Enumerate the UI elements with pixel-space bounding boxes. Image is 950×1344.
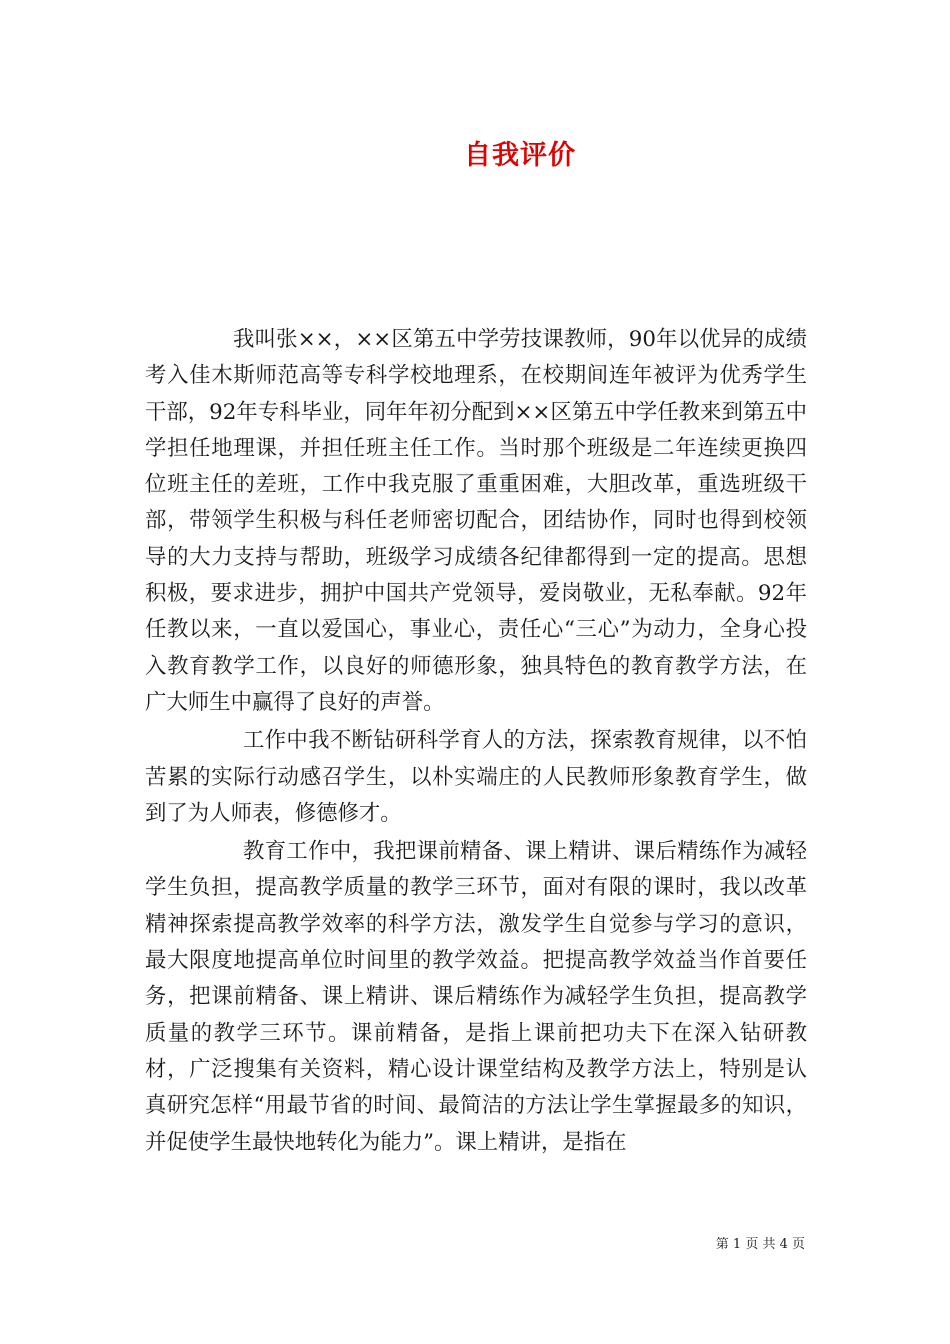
page-number-footer: 第 1 页 共 4 页 bbox=[715, 1237, 805, 1252]
document-body bbox=[145, 322, 807, 1161]
paragraph-2: 工作中我不断钻研科学育人的方法，探索教育规律，以不怕苦累的实际行动感召学生，以朴实端庄的人民教师形象教育学生，做到了为人师表，修德修才。 bbox=[145, 728, 807, 826]
paragraph-1: 我叫张××，××区第五中学劳技课教师，90年以优异的成绩考入佳木斯师范高等专科学校地理系，在校期间连年被评为优秀学生干部，92年专科毕业，同年年初分配到××区第五中学任教来到第五中学担任地理课，并担任班主任工作。当时那个班级是二年连续更换四位班主任的差班，工作中我克服了重重困难，大胆改革，重选班级干部，带领学生积极与科任老师密切配合，团结协作，同时也得到校领导的大力支持与帮助，班级学习成绩各纪律都得到一定的提高。思想积极，要求进步，拥护中国共产党领导，爱岗敬业，无私奉献。92年任教以来，一直以爱国心，事业心，责任心“三心”为动力，全身心投入教育教学工作，以良好的师德形象，独具特色的教育教学方法，在广大师生中赢得了良好的声誉。 bbox=[145, 327, 808, 715]
document-title: 自我评价 bbox=[464, 140, 576, 171]
paragraph-3: 教育工作中，我把课前精备、课上精讲、课后精练作为减轻学生负担，提高教学质量的教学三环节，面对有限的课时，我以改革精神探索提高教学效率的科学方法，激发学生自觉参与学习的意识，最大限度地提高单位时间里的教学效益。把提高教学效益当作首要任务，把课前精备、课上精讲、课后精练作为减轻学生负担，提高教学质量的教学三环节。课前精备，是指上课前把功夫下在深入钻研教材，广泛搜集有关资料，精心设计课堂结构及教学方法上，特别是认真研究怎样“用最节省的时间、最简洁的方法让学生掌握最多的知识，并促使学生最快地转化为能力”。课上精讲，是指在 bbox=[145, 839, 807, 1155]
